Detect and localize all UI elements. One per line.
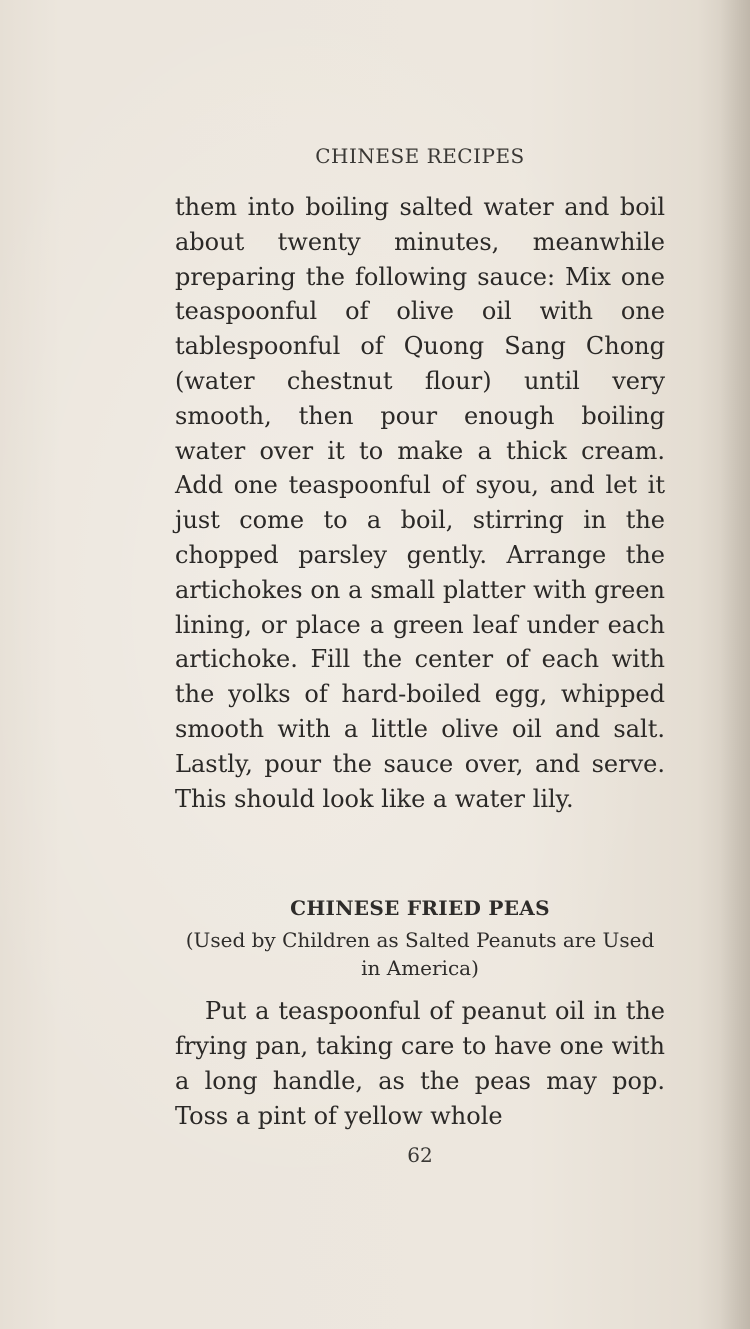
running-head: CHINESE RECIPES [315,144,525,168]
recipe-fried-peas [175,994,665,1134]
section-subtitle: (Used by Children as Salted Peanuts are Used in America) [185,928,655,980]
recipe-continuation [175,190,665,816]
paragraph-artichoke-sauce: them into boiling salted water and boil about twenty minutes, meanwhile preparing the following sauce: Mix one teaspoonful of olive oil with one tablespoonful of Quong Sang Chong (water chestnut flour) until very smooth, then pour enough boiling water over it to make a thick cream. Add one teaspoonful of syou, and let it just come to a boil, stirring in the chopped parsley gently. Arrange the artichokes on a small platter with green lining, or place a green leaf under each artichoke. Fill the center of each with the yolks of hard-boiled egg, whipped smooth with a little olive oil and salt. Lastly, pour the sauce over, and serve. This should look like a water lily. [175,193,665,813]
paragraph-fried-peas: Put a teaspoonful of peanut oil in the frying pan, taking care to have one with a long handle, as the peas may pop. Toss a pint of yellow whole [175,997,665,1130]
section-title: CHINESE FRIED PEAS [290,896,550,920]
page-number: 62 [407,1143,433,1167]
